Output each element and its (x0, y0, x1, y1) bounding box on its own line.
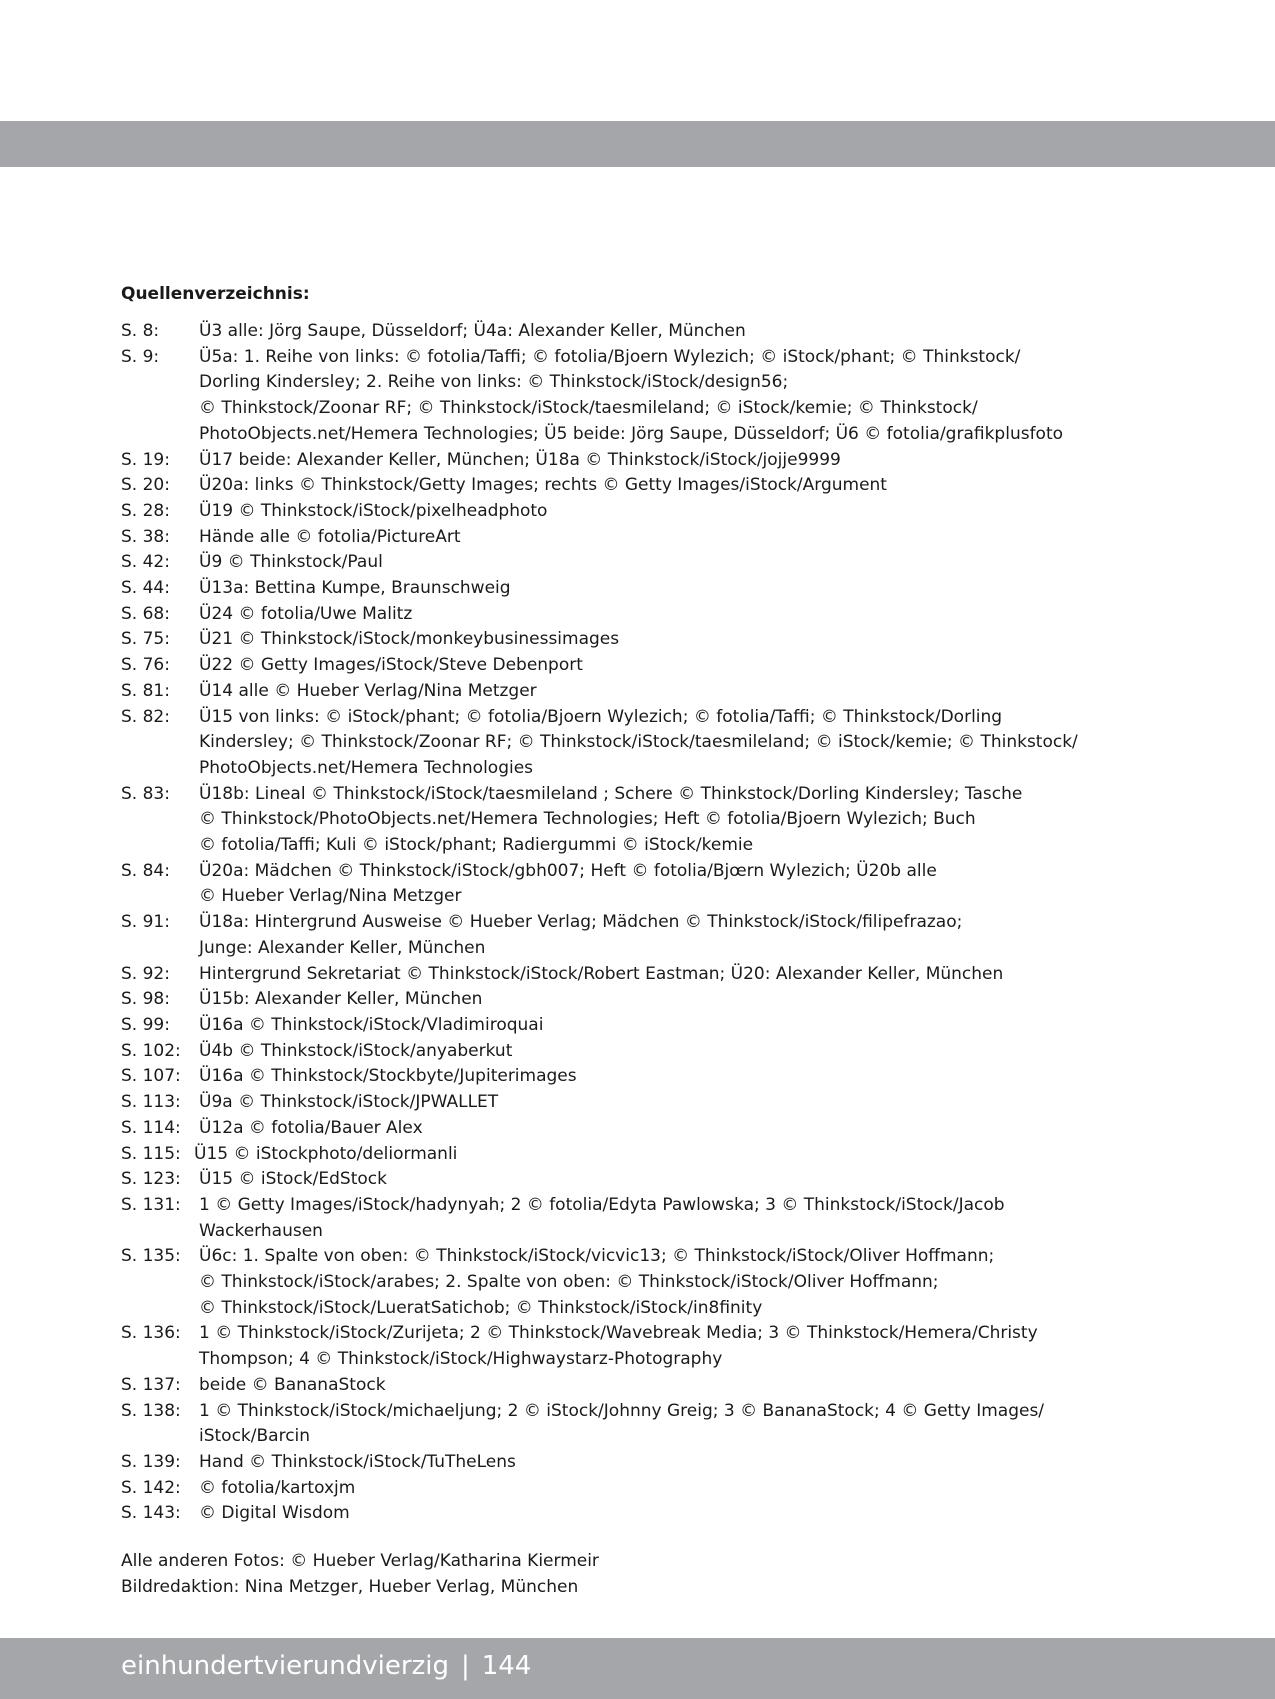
page-number-separator: | (460, 1651, 470, 1681)
credit-text: Ü14 alle © Hueber Verlag/Nina Metzger (199, 680, 537, 701)
credit-text: Hintergrund Sekretariat © Thinkstock/iStock/Robert Eastman; Ü20: Alexander Keller, München (199, 963, 1004, 984)
credit-text: Ü24 © fotolia/Uwe Malitz (199, 603, 413, 624)
credit-entry (121, 962, 1181, 988)
credit-entry (121, 1039, 1181, 1065)
credit-text: Ü15 © iStockphoto/deliormanli (194, 1143, 458, 1164)
credit-entry (121, 679, 1181, 705)
credit-text: Ü6c: 1. Spalte von oben: © Thinkstock/iStock/vicvic13; © Thinkstock/iStock/Oliver Hoffmann; © Thinkstock/iStock/arabes; 2. Spalte von oben: © Thinkstock/iStock/Oliver Hoffmann; © Thinkstock/iStock/LueratSatichob; © Thinkstock/iStock/in8finity (199, 1246, 995, 1318)
credit-page-ref: S. 75: (121, 629, 170, 650)
credit-text: Ü16a © Thinkstock/iStock/Vladimiroquai (199, 1014, 544, 1035)
credit-note: Alle anderen Fotos: © Hueber Verlag/Katharina Kiermeir (121, 1551, 599, 1572)
credit-entry (121, 1321, 1181, 1372)
credit-page-ref: S. 114: (121, 1117, 181, 1138)
credit-entry (121, 1013, 1181, 1039)
credit-text: Ü15 von links: © iStock/phant; © fotolia/Bjoern Wylezich; © fotolia/Taffi; © Thinkstock/Dorling Kindersley; © Thinkstock/Zoonar RF; © Thinkstock/iStock/taesmileland; © iStock/kemie; © Thinkstock/ PhotoObjects.net/Hemera Technologies (199, 706, 1078, 778)
credit-page-ref: S. 20: (121, 475, 170, 496)
credit-text: Ü20a: links © Thinkstock/Getty Images; rechts © Getty Images/iStock/Argument (199, 475, 887, 496)
credit-entry (121, 1244, 1181, 1321)
credit-entry (121, 859, 1181, 910)
credit-entry (121, 1399, 1181, 1450)
credit-page-ref: S. 68: (121, 603, 170, 624)
credit-page-ref: S. 102: (121, 1040, 181, 1061)
credits-list (121, 319, 1181, 1527)
credit-text: Ü20a: Mädchen © Thinkstock/iStock/gbh007; Heft © fotolia/Bjœrn Wylezich; Ü20b alle © Hueber Verlag/Nina Metzger (199, 860, 937, 907)
credit-entry (121, 910, 1181, 961)
credit-page-ref: S. 142: (121, 1477, 181, 1498)
credit-page-ref: S. 9: (121, 346, 160, 367)
credit-page-ref: S. 131: (121, 1194, 181, 1215)
credit-text: Ü15b: Alexander Keller, München (199, 989, 483, 1010)
credit-entry (121, 1476, 1181, 1502)
credit-text: Ü4b © Thinkstock/iStock/anyaberkut (199, 1040, 513, 1061)
credit-note: Bildredaktion: Nina Metzger, Hueber Verlag, München (121, 1576, 579, 1597)
credit-entry (121, 1090, 1181, 1116)
credit-page-ref: S. 115: (121, 1143, 181, 1164)
credit-text: Ü22 © Getty Images/iStock/Steve Debenport (199, 655, 583, 676)
credit-text: Ü18b: Lineal © Thinkstock/iStock/taesmileland ; Schere © Thinkstock/Dorling Kindersley; Tasche © Thinkstock/PhotoObjects.net/Hemera Technologies; Heft © fotolia/Bjoern Wylezich; Buch © fotolia/Taffi; Kuli © iStock/phant; Radiergummi © iStock/kemie (199, 783, 1023, 856)
credit-text: Ü21 © Thinkstock/iStock/monkeybusinessimages (199, 629, 620, 650)
credit-entry (121, 1116, 1181, 1142)
credit-entry (121, 448, 1181, 474)
credit-entry (121, 602, 1181, 628)
credit-page-ref: S. 138: (121, 1400, 181, 1421)
credit-page-ref: S. 99: (121, 1014, 170, 1035)
credit-entry (121, 319, 1181, 345)
credit-page-ref: S. 143: (121, 1503, 181, 1524)
header-band (0, 121, 1275, 167)
credit-entry (121, 525, 1181, 551)
credit-page-ref: S. 82: (121, 706, 170, 727)
credit-page-ref: S. 123: (121, 1169, 181, 1190)
credit-entry (121, 1193, 1181, 1244)
credit-text: Ü18a: Hintergrund Ausweise © Hueber Verlag; Mädchen © Thinkstock/iStock/filipefrazao; Junge: Alexander Keller, München (199, 912, 963, 958)
credit-entry (121, 1064, 1181, 1090)
credit-page-ref: S. 113: (121, 1092, 181, 1113)
credit-entry (121, 627, 1181, 653)
credits-section (121, 283, 1181, 1600)
credit-text: Ü19 © Thinkstock/iStock/pixelheadphoto (199, 500, 548, 521)
credit-text: Ü13a: Bettina Kumpe, Braunschweig (199, 578, 511, 599)
credit-entry (121, 1373, 1181, 1399)
credit-text: 1 © Thinkstock/iStock/michaeljung; 2 © iStock/Johnny Greig; 3 © BananaStock; 4 © Getty Images/ iStock/Barcin (199, 1400, 1045, 1447)
page-number-word: einhundertvierundvierzig (121, 1651, 449, 1681)
credit-entry (121, 1501, 1181, 1527)
credit-entry (121, 782, 1181, 859)
credit-page-ref: S. 38: (121, 526, 170, 547)
credit-page-ref: S. 136: (121, 1323, 181, 1344)
credit-text: Ü3 alle: Jörg Saupe, Düsseldorf; Ü4a: Alexander Keller, München (199, 321, 746, 341)
credit-page-ref: S. 44: (121, 578, 170, 599)
credit-page-ref: S. 139: (121, 1451, 181, 1472)
credit-entry (121, 345, 1181, 448)
credit-text: Ü15 © iStock/EdStock (199, 1169, 387, 1190)
section-heading: Quellenverzeichnis: (121, 284, 310, 304)
credit-text: Ü9 © Thinkstock/Paul (199, 552, 383, 573)
credit-page-ref: S. 19: (121, 449, 170, 470)
credits-notes (121, 1549, 1181, 1600)
credit-page-ref: S. 92: (121, 963, 170, 984)
credit-page-ref: S. 91: (121, 912, 170, 933)
credit-text: © Digital Wisdom (199, 1503, 350, 1524)
credit-text: Ü17 beide: Alexander Keller, München; Ü18a © Thinkstock/iStock/jojje9999 (199, 449, 841, 470)
credit-page-ref: S. 76: (121, 655, 170, 676)
credit-entry (121, 1142, 1181, 1168)
credit-text: © fotolia/kartoxjm (199, 1477, 356, 1498)
credit-page-ref: S. 42: (121, 552, 170, 573)
page-number: 144 (481, 1651, 532, 1681)
credit-entry (121, 987, 1181, 1013)
credit-entry (121, 653, 1181, 679)
credit-text: Hände alle © fotolia/PictureArt (199, 526, 461, 547)
credit-text: 1 © Getty Images/iStock/hadynyah; 2 © fotolia/Edyta Pawlowska; 3 © Thinkstock/iStock/Jacob Wackerhausen (199, 1194, 1005, 1241)
credit-entry (121, 550, 1181, 576)
credit-page-ref: S. 107: (121, 1066, 181, 1087)
credit-text: Ü16a © Thinkstock/Stockbyte/Jupiterimages (199, 1066, 577, 1087)
credit-page-ref: S. 28: (121, 500, 170, 521)
credit-entry (121, 576, 1181, 602)
credit-entry (121, 1450, 1181, 1476)
credit-entry (121, 1167, 1181, 1193)
credit-page-ref: S. 98: (121, 989, 170, 1010)
credit-page-ref: S. 8: (121, 321, 160, 341)
credit-page-ref: S. 83: (121, 783, 170, 804)
credit-page-ref: S. 137: (121, 1374, 181, 1395)
credit-text: beide © BananaStock (199, 1374, 386, 1395)
credit-text: Ü12a © fotolia/Bauer Alex (199, 1117, 423, 1138)
credit-text: Ü5a: 1. Reihe von links: © fotolia/Taffi; © fotolia/Bjoern Wylezich; © iStock/phant; © Thinkstock/ Dorling Kindersley; 2. Reihe von links: © Thinkstock/iStock/design56; © Thinkstock/Zoonar RF; © Thinkstock/iStock/taesmileland; © iStock/kemie; © Thinkstock/ PhotoObjects.net/Hemera Technologies; Ü5 beide: Jörg Saupe, Düsseldorf; Ü6 © fotolia/grafikplusfoto (199, 346, 1064, 444)
credit-page-ref: S. 81: (121, 680, 170, 701)
credit-text: 1 © Thinkstock/iStock/Zurijeta; 2 © Thinkstock/Wavebreak Media; 3 © Thinkstock/Hemera/Christy Thompson; 4 © Thinkstock/iStock/Highwaystarz-Photography (199, 1323, 1038, 1370)
credit-entry (121, 705, 1181, 782)
credit-text: Ü9a © Thinkstock/iStock/JPWALLET (199, 1092, 499, 1113)
credit-entry (121, 499, 1181, 525)
credit-entry (121, 473, 1181, 499)
credit-text: Hand © Thinkstock/iStock/TuTheLens (199, 1451, 516, 1472)
page-number-label (121, 1649, 531, 1683)
credit-page-ref: S. 84: (121, 860, 170, 881)
credit-page-ref: S. 135: (121, 1246, 181, 1267)
